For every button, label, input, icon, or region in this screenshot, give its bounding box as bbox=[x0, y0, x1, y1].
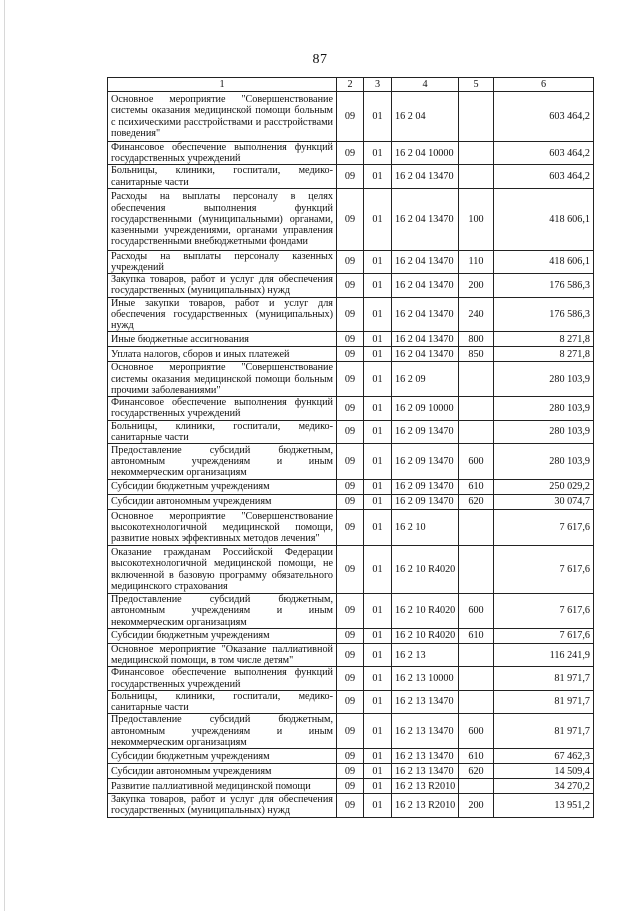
cell-name: Основное мероприятие "Совершенствование системы оказания медицинской помощи больным с психическими расстройствами и расстройствами поведения" bbox=[108, 92, 337, 142]
cell-amount: 603 464,2 bbox=[494, 142, 594, 165]
cell-expense-type bbox=[459, 779, 494, 794]
cell-subsection: 01 bbox=[364, 667, 392, 690]
cell-name: Основное мероприятие "Совершенствование системы оказания медицинской помощи больным прочими заболеваниями" bbox=[108, 362, 337, 397]
cell-amount: 603 464,2 bbox=[494, 165, 594, 188]
cell-expense-type: 850 bbox=[459, 347, 494, 362]
cell-amount: 7 617,6 bbox=[494, 629, 594, 644]
cell-section: 09 bbox=[337, 546, 364, 594]
cell-expense-type: 620 bbox=[459, 495, 494, 510]
cell-amount: 280 103,9 bbox=[494, 397, 594, 420]
table-row bbox=[108, 165, 594, 188]
cell-expense-type bbox=[459, 644, 494, 667]
table-row bbox=[108, 92, 594, 142]
cell-subsection: 01 bbox=[364, 250, 392, 273]
cell-section: 09 bbox=[337, 297, 364, 332]
table-row bbox=[108, 749, 594, 764]
cell-subsection: 01 bbox=[364, 444, 392, 480]
header-col-3: 3 bbox=[364, 78, 392, 92]
cell-target-code: 16 2 09 10000 bbox=[392, 397, 459, 420]
cell-amount: 8 271,8 bbox=[494, 332, 594, 347]
cell-name: Субсидии бюджетным учреждениям bbox=[108, 629, 337, 644]
cell-section: 09 bbox=[337, 667, 364, 690]
header-col-1: 1 bbox=[108, 78, 337, 92]
cell-target-code: 16 2 13 R2010 bbox=[392, 779, 459, 794]
cell-subsection: 01 bbox=[364, 420, 392, 443]
cell-name: Расходы на выплаты персоналу в целях обеспечения выполнения функций государственными (муниципальными) органами, казенными учреждениями, органами управления государственными внебюджетными фондами bbox=[108, 188, 337, 250]
table-row bbox=[108, 420, 594, 443]
cell-name: Закупка товаров, работ и услуг для обеспечения государственных (муниципальных) нужд bbox=[108, 274, 337, 297]
cell-target-code: 16 2 04 13470 bbox=[392, 347, 459, 362]
cell-name: Субсидии бюджетным учреждениям bbox=[108, 749, 337, 764]
cell-section: 09 bbox=[337, 510, 364, 546]
cell-section: 09 bbox=[337, 480, 364, 495]
cell-target-code: 16 2 13 R2010 bbox=[392, 794, 459, 817]
cell-subsection: 01 bbox=[364, 297, 392, 332]
cell-target-code: 16 2 13 13470 bbox=[392, 690, 459, 713]
table-row bbox=[108, 444, 594, 480]
cell-section: 09 bbox=[337, 495, 364, 510]
cell-target-code: 16 2 13 13470 bbox=[392, 764, 459, 779]
cell-expense-type bbox=[459, 397, 494, 420]
cell-expense-type: 600 bbox=[459, 594, 494, 629]
cell-amount: 13 951,2 bbox=[494, 794, 594, 817]
page-number: 87 bbox=[312, 52, 328, 67]
cell-amount: 81 971,7 bbox=[494, 714, 594, 749]
cell-target-code: 16 2 04 13470 bbox=[392, 297, 459, 332]
cell-section: 09 bbox=[337, 714, 364, 749]
cell-section: 09 bbox=[337, 794, 364, 817]
cell-subsection: 01 bbox=[364, 629, 392, 644]
cell-name: Основное мероприятие "Оказание паллиативной медицинской помощи, в том числе детям" bbox=[108, 644, 337, 667]
cell-name: Субсидии бюджетным учреждениям bbox=[108, 480, 337, 495]
cell-name: Больницы, клиники, госпитали, медико-санитарные части bbox=[108, 165, 337, 188]
cell-expense-type bbox=[459, 667, 494, 690]
cell-section: 09 bbox=[337, 274, 364, 297]
table-row bbox=[108, 667, 594, 690]
cell-subsection: 01 bbox=[364, 274, 392, 297]
table-row bbox=[108, 274, 594, 297]
cell-section: 09 bbox=[337, 629, 364, 644]
cell-subsection: 01 bbox=[364, 362, 392, 397]
cell-amount: 603 464,2 bbox=[494, 92, 594, 142]
cell-name: Субсидии автономным учреждениям bbox=[108, 495, 337, 510]
cell-expense-type: 600 bbox=[459, 714, 494, 749]
table-row bbox=[108, 397, 594, 420]
cell-section: 09 bbox=[337, 92, 364, 142]
cell-amount: 67 462,3 bbox=[494, 749, 594, 764]
cell-subsection: 01 bbox=[364, 690, 392, 713]
cell-target-code: 16 2 09 bbox=[392, 362, 459, 397]
cell-expense-type bbox=[459, 546, 494, 594]
cell-section: 09 bbox=[337, 332, 364, 347]
cell-name: Финансовое обеспечение выполнения функций государственных учреждений bbox=[108, 397, 337, 420]
table-row bbox=[108, 250, 594, 273]
cell-amount: 176 586,3 bbox=[494, 274, 594, 297]
table-row bbox=[108, 480, 594, 495]
cell-target-code: 16 2 04 bbox=[392, 92, 459, 142]
table-row bbox=[108, 629, 594, 644]
cell-expense-type bbox=[459, 510, 494, 546]
cell-name: Предоставление субсидий бюджетным, автономным учреждениям и иным некоммерческим организациям bbox=[108, 444, 337, 480]
cell-expense-type: 110 bbox=[459, 250, 494, 273]
header-row bbox=[108, 78, 594, 92]
cell-target-code: 16 2 04 10000 bbox=[392, 142, 459, 165]
cell-target-code: 16 2 09 13470 bbox=[392, 420, 459, 443]
cell-section: 09 bbox=[337, 764, 364, 779]
cell-expense-type bbox=[459, 165, 494, 188]
cell-name: Предоставление субсидий бюджетным, автономным учреждениям и иным некоммерческим организациям bbox=[108, 714, 337, 749]
cell-subsection: 01 bbox=[364, 714, 392, 749]
cell-section: 09 bbox=[337, 397, 364, 420]
cell-amount: 14 509,4 bbox=[494, 764, 594, 779]
cell-expense-type: 240 bbox=[459, 297, 494, 332]
cell-section: 09 bbox=[337, 749, 364, 764]
cell-subsection: 01 bbox=[364, 332, 392, 347]
cell-target-code: 16 2 09 13470 bbox=[392, 444, 459, 480]
header-col-4: 4 bbox=[392, 78, 459, 92]
cell-subsection: 01 bbox=[364, 594, 392, 629]
cell-name: Расходы на выплаты персоналу казенных учреждений bbox=[108, 250, 337, 273]
cell-amount: 418 606,1 bbox=[494, 250, 594, 273]
table-row bbox=[108, 332, 594, 347]
cell-expense-type bbox=[459, 420, 494, 443]
cell-name: Предоставление субсидий бюджетным, автономным учреждениям и иным некоммерческим организациям bbox=[108, 594, 337, 629]
table-row bbox=[108, 764, 594, 779]
cell-subsection: 01 bbox=[364, 794, 392, 817]
cell-section: 09 bbox=[337, 347, 364, 362]
header-col-6: 6 bbox=[494, 78, 594, 92]
cell-target-code: 16 2 10 R4020 bbox=[392, 629, 459, 644]
cell-name: Финансовое обеспечение выполнения функций государственных учреждений bbox=[108, 142, 337, 165]
cell-name: Оказание гражданам Российской Федерации высокотехнологичной медицинской помощи, не включенной в базовую программу обязательного медицинского страхования bbox=[108, 546, 337, 594]
cell-amount: 81 971,7 bbox=[494, 690, 594, 713]
cell-target-code: 16 2 10 R4020 bbox=[392, 594, 459, 629]
header-col-5: 5 bbox=[459, 78, 494, 92]
table-row bbox=[108, 347, 594, 362]
cell-amount: 7 617,6 bbox=[494, 594, 594, 629]
cell-amount: 418 606,1 bbox=[494, 188, 594, 250]
table-row bbox=[108, 594, 594, 629]
cell-section: 09 bbox=[337, 362, 364, 397]
cell-target-code: 16 2 13 13470 bbox=[392, 749, 459, 764]
cell-amount: 30 074,7 bbox=[494, 495, 594, 510]
cell-name: Иные бюджетные ассигнования bbox=[108, 332, 337, 347]
table-row bbox=[108, 794, 594, 817]
cell-amount: 81 971,7 bbox=[494, 667, 594, 690]
cell-amount: 280 103,9 bbox=[494, 362, 594, 397]
cell-target-code: 16 2 13 13470 bbox=[392, 714, 459, 749]
cell-section: 09 bbox=[337, 644, 364, 667]
cell-target-code: 16 2 04 13470 bbox=[392, 274, 459, 297]
cell-target-code: 16 2 10 bbox=[392, 510, 459, 546]
cell-target-code: 16 2 09 13470 bbox=[392, 480, 459, 495]
cell-subsection: 01 bbox=[364, 546, 392, 594]
cell-amount: 8 271,8 bbox=[494, 347, 594, 362]
cell-target-code: 16 2 10 R4020 bbox=[392, 546, 459, 594]
cell-section: 09 bbox=[337, 250, 364, 273]
table-row bbox=[108, 714, 594, 749]
cell-target-code: 16 2 04 13470 bbox=[392, 250, 459, 273]
cell-subsection: 01 bbox=[364, 165, 392, 188]
cell-amount: 116 241,9 bbox=[494, 644, 594, 667]
cell-amount: 7 617,6 bbox=[494, 546, 594, 594]
cell-expense-type bbox=[459, 362, 494, 397]
cell-expense-type: 200 bbox=[459, 274, 494, 297]
cell-expense-type: 610 bbox=[459, 629, 494, 644]
table-row bbox=[108, 495, 594, 510]
cell-expense-type: 200 bbox=[459, 794, 494, 817]
table-row bbox=[108, 546, 594, 594]
cell-name: Больницы, клиники, госпитали, медико-санитарные части bbox=[108, 690, 337, 713]
cell-target-code: 16 2 04 13470 bbox=[392, 165, 459, 188]
cell-subsection: 01 bbox=[364, 510, 392, 546]
cell-section: 09 bbox=[337, 420, 364, 443]
cell-section: 09 bbox=[337, 165, 364, 188]
cell-expense-type: 610 bbox=[459, 749, 494, 764]
cell-expense-type bbox=[459, 690, 494, 713]
cell-subsection: 01 bbox=[364, 749, 392, 764]
cell-amount: 176 586,3 bbox=[494, 297, 594, 332]
cell-section: 09 bbox=[337, 594, 364, 629]
table-row bbox=[108, 510, 594, 546]
cell-amount: 7 617,6 bbox=[494, 510, 594, 546]
cell-section: 09 bbox=[337, 690, 364, 713]
cell-subsection: 01 bbox=[364, 142, 392, 165]
cell-target-code: 16 2 04 13470 bbox=[392, 332, 459, 347]
cell-name: Закупка товаров, работ и услуг для обеспечения государственных (муниципальных) нужд bbox=[108, 794, 337, 817]
cell-amount: 280 103,9 bbox=[494, 444, 594, 480]
table-row bbox=[108, 188, 594, 250]
cell-subsection: 01 bbox=[364, 347, 392, 362]
header-col-2: 2 bbox=[337, 78, 364, 92]
cell-amount: 280 103,9 bbox=[494, 420, 594, 443]
cell-subsection: 01 bbox=[364, 397, 392, 420]
cell-subsection: 01 bbox=[364, 764, 392, 779]
cell-expense-type: 800 bbox=[459, 332, 494, 347]
cell-subsection: 01 bbox=[364, 779, 392, 794]
cell-amount: 34 270,2 bbox=[494, 779, 594, 794]
table-row bbox=[108, 362, 594, 397]
cell-name: Иные закупки товаров, работ и услуг для обеспечения государственных (муниципальных) нужд bbox=[108, 297, 337, 332]
binding-margin-line bbox=[4, 0, 5, 911]
cell-name: Развитие паллиативной медицинской помощи bbox=[108, 779, 337, 794]
cell-target-code: 16 2 13 bbox=[392, 644, 459, 667]
cell-subsection: 01 bbox=[364, 480, 392, 495]
cell-amount: 250 029,2 bbox=[494, 480, 594, 495]
cell-subsection: 01 bbox=[364, 495, 392, 510]
cell-name: Основное мероприятие "Совершенствование высокотехнологичной медицинской помощи, развитие новых эффективных методов лечения" bbox=[108, 510, 337, 546]
cell-name: Уплата налогов, сборов и иных платежей bbox=[108, 347, 337, 362]
table-row bbox=[108, 779, 594, 794]
cell-expense-type: 620 bbox=[459, 764, 494, 779]
cell-subsection: 01 bbox=[364, 92, 392, 142]
cell-expense-type bbox=[459, 92, 494, 142]
cell-section: 09 bbox=[337, 142, 364, 165]
table-row bbox=[108, 297, 594, 332]
cell-subsection: 01 bbox=[364, 188, 392, 250]
cell-target-code: 16 2 09 13470 bbox=[392, 495, 459, 510]
cell-section: 09 bbox=[337, 188, 364, 250]
cell-name: Финансовое обеспечение выполнения функций государственных учреждений bbox=[108, 667, 337, 690]
cell-expense-type bbox=[459, 142, 494, 165]
cell-name: Больницы, клиники, госпитали, медико-санитарные части bbox=[108, 420, 337, 443]
cell-target-code: 16 2 04 13470 bbox=[392, 188, 459, 250]
cell-section: 09 bbox=[337, 779, 364, 794]
table-row bbox=[108, 690, 594, 713]
budget-table bbox=[107, 77, 594, 818]
cell-name: Субсидии автономным учреждениям bbox=[108, 764, 337, 779]
cell-expense-type: 100 bbox=[459, 188, 494, 250]
cell-subsection: 01 bbox=[364, 644, 392, 667]
cell-section: 09 bbox=[337, 444, 364, 480]
table-row bbox=[108, 142, 594, 165]
table-row bbox=[108, 644, 594, 667]
cell-expense-type: 600 bbox=[459, 444, 494, 480]
cell-expense-type: 610 bbox=[459, 480, 494, 495]
cell-target-code: 16 2 13 10000 bbox=[392, 667, 459, 690]
